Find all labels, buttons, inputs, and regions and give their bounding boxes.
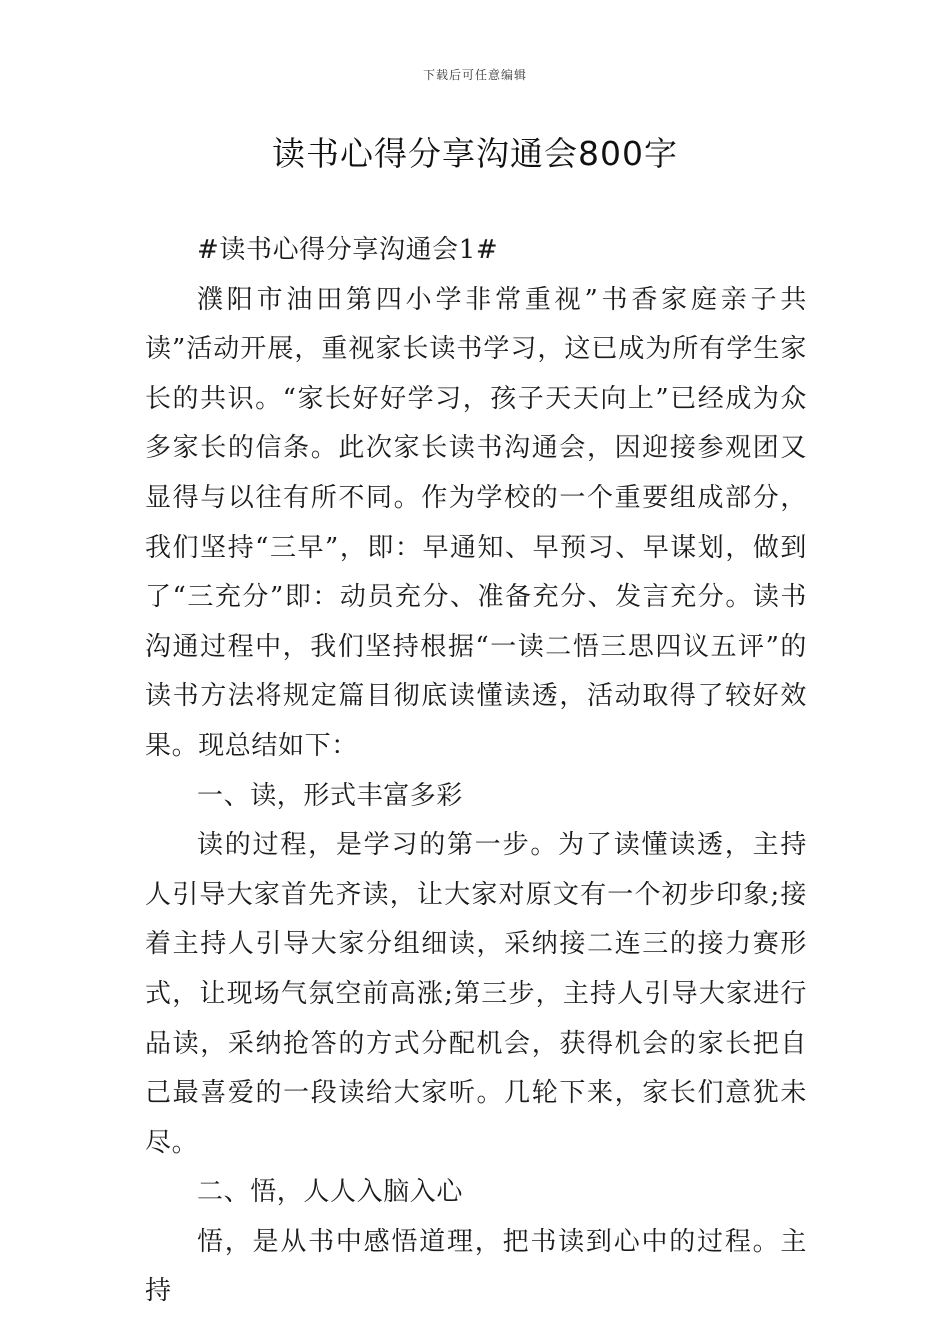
paragraph-read: 读的过程，是学习的第一步。为了读懂读透，主持人引导大家首先齐读，让大家对原文有一个初步印象;接着主持人引导大家分组细读，采纳接二连三的接力赛形式，让现场气氛空前高涨;第三步，主持人引导大家进行品读，采纳抢答的方式分配机会，获得机会的家长把自己最喜爱的一段读给大家听。几轮下来，家长们意犹未尽。 [145,830,807,1158]
paragraph-heading-understand: 二、悟，人人入脑入心 [197,1177,464,1208]
paragraph-section-heading: #读书心得分享沟通会1# [197,235,499,265]
header-note: 下载后可任意编辑 [422,68,527,82]
paragraph-heading-read: 一、读，形式丰富多彩 [197,780,464,811]
document-title: 读书心得分享沟通会800字 [272,134,678,173]
document-body [145,226,807,1317]
paragraph-intro: 濮阳市油田第四小学非常重视”书香家庭亲子共读”活动开展，重视家长读书学习，这已成为所有学生家长的共识。“家长好好学习，孩子天天向上”已经成为众多家长的信条。此次家长读书沟通会，因迎接参观团又显得与以往有所不同。作为学校的一个重要组成部分，我们坚持“三早”，即：早通知、早预习、早谋划，做到了“三充分”即：动员充分、准备充分、发言充分。读书沟通过程中，我们坚持根据“一读二悟三思四议五评”的读书方法将规定篇目彻底读懂读透，活动取得了较好效果。现总结如下： [145,284,807,761]
paragraph-understand: 悟，是从书中感悟道理，把书读到心中的过程。主持 [145,1226,807,1307]
